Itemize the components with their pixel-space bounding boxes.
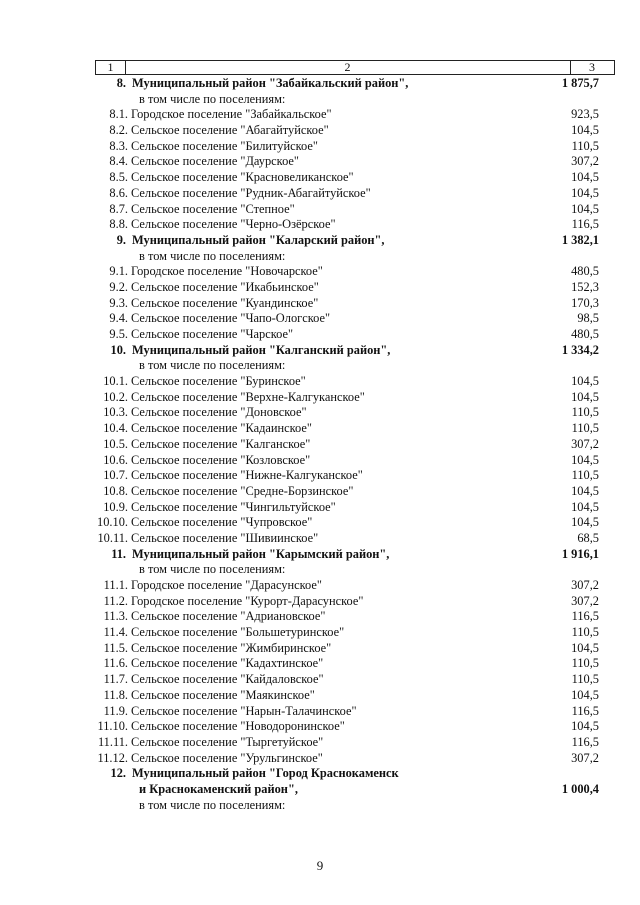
row-name: Сельское поселение "Доновское" — [131, 405, 307, 420]
row-number: 10.10. — [97, 515, 128, 530]
row-name: Сельское поселение "Степное" — [131, 201, 295, 216]
row-name: Сельское поселение "Красновеликанское" — [131, 170, 354, 185]
table-row — [0, 296, 640, 312]
row-number: 12. — [110, 766, 126, 781]
row-name: Сельское поселение "Кадахтинское" — [131, 656, 324, 671]
table-row — [0, 390, 640, 406]
row-value: 307,2 — [571, 593, 599, 608]
table-row — [0, 578, 640, 594]
row-value: 1 875,7 — [561, 76, 599, 90]
table-row — [0, 264, 640, 280]
table-row — [0, 641, 640, 657]
row-name: Сельское поселение "Адриановское" — [131, 609, 326, 624]
row-number: 11. — [111, 546, 126, 561]
row-name: Сельское поселение "Кайдаловское" — [131, 672, 324, 687]
table-row — [0, 280, 640, 296]
table-row — [0, 92, 640, 108]
row-number: 9. — [116, 232, 126, 247]
row-number: 10.11. — [97, 530, 128, 545]
row-number: 11.2. — [103, 593, 128, 608]
header-col-1: 1 — [96, 61, 126, 74]
row-value: 480,5 — [571, 264, 599, 279]
row-name: Сельское поселение "Верхне-Калгуканское" — [131, 389, 365, 404]
table-row — [0, 249, 640, 265]
row-value: 104,5 — [571, 499, 599, 514]
table-row — [0, 468, 640, 484]
header-col-2: 2 — [125, 61, 571, 74]
row-name: Сельское поселение "Нарын-Талачинское" — [131, 703, 357, 718]
table-body — [0, 76, 640, 813]
table-row — [0, 217, 640, 233]
row-value: 307,2 — [571, 750, 599, 765]
row-number: 8. — [116, 76, 126, 90]
table-row — [0, 798, 640, 814]
row-number: 9.3. — [109, 295, 128, 310]
row-number: 11.3. — [103, 609, 128, 624]
row-name: Сельское поселение "Черно-Озёрское" — [131, 217, 336, 232]
table-row — [0, 625, 640, 641]
table-row — [0, 500, 640, 516]
row-number: 9.5. — [109, 327, 128, 341]
row-number: 10. — [110, 342, 126, 357]
row-value: 1 382,1 — [561, 232, 599, 247]
row-name: Сельское поселение "Калганское" — [131, 436, 311, 451]
table-row — [0, 358, 640, 374]
table-row — [0, 202, 640, 218]
row-number: 8.1. — [109, 107, 128, 122]
row-number: 11.12. — [97, 750, 128, 765]
row-value: 307,2 — [571, 436, 599, 451]
row-number: 11.5. — [103, 640, 128, 655]
row-name: Сельское поселение "Буринское" — [131, 374, 306, 389]
row-number: 8.2. — [109, 123, 128, 138]
table-row — [0, 766, 640, 782]
table-row — [0, 719, 640, 735]
row-name: Сельское поселение "Нижне-Калгуканское" — [131, 468, 363, 483]
row-name: Муниципальный район "Город Краснокаменск — [132, 766, 399, 781]
table-row — [0, 782, 640, 798]
table-row — [0, 327, 640, 343]
row-value: 104,5 — [571, 170, 599, 185]
row-name: Сельское поселение "Большетуринское" — [131, 625, 345, 640]
row-number: 11.11. — [97, 734, 128, 749]
header-col-3: 3 — [589, 60, 595, 74]
row-name: Сельское поселение "Жимбиринское" — [131, 640, 332, 655]
table-row — [0, 515, 640, 531]
table-row — [0, 453, 640, 469]
table-row — [0, 656, 640, 672]
row-number: 11.8. — [103, 687, 128, 702]
row-number: 10.5. — [103, 436, 128, 451]
row-number: 9.2. — [109, 279, 128, 294]
row-name: Сельское поселение "Средне-Борзинское" — [131, 483, 354, 498]
table-row — [0, 421, 640, 437]
row-name: Муниципальный район "Каларский район", — [132, 232, 385, 247]
row-name: Сельское поселение "Урульгинское" — [131, 750, 323, 765]
table-row — [0, 186, 640, 202]
row-number: 10.2. — [103, 389, 128, 404]
table-row — [0, 311, 640, 327]
row-number: 10.4. — [103, 421, 128, 436]
row-value: 110,5 — [571, 672, 599, 687]
row-name: Сельское поселение "Билитуйское" — [131, 138, 318, 153]
row-value: 116,5 — [571, 734, 599, 749]
row-name: Городское поселение "Новочарское" — [131, 264, 323, 279]
row-number: 10.8. — [103, 483, 128, 498]
row-number: 8.6. — [109, 185, 128, 200]
row-value: 104,5 — [571, 374, 599, 389]
row-value: 116,5 — [571, 217, 599, 232]
table-row — [0, 343, 640, 359]
row-value: 116,5 — [571, 609, 599, 624]
row-value: 1 000,4 — [561, 781, 599, 796]
row-number: 11.6. — [103, 656, 128, 671]
row-name: Сельское поселение "Икабьинское" — [131, 279, 319, 294]
table-row — [0, 531, 640, 547]
row-value: 98,5 — [577, 311, 599, 326]
row-number: 8.7. — [109, 201, 128, 216]
row-name: Сельское поселение "Тыргетуйское" — [131, 734, 324, 749]
table-row — [0, 405, 640, 421]
row-value: 1 334,2 — [561, 342, 599, 357]
table-row — [0, 139, 640, 155]
row-value: 110,5 — [571, 468, 599, 483]
row-name: Сельское поселение "Куандинское" — [131, 295, 319, 310]
row-name: в том числе по поселениям: — [139, 91, 286, 106]
row-value: 104,5 — [571, 719, 599, 734]
table-row — [0, 484, 640, 500]
table-header — [95, 60, 615, 75]
row-name: Муниципальный район "Карымский район", — [132, 546, 390, 561]
table-row — [0, 107, 640, 123]
table-row — [0, 688, 640, 704]
row-name: Сельское поселение "Козловское" — [131, 452, 311, 467]
table-row — [0, 76, 640, 92]
row-value: 104,5 — [571, 389, 599, 404]
table-row — [0, 735, 640, 751]
row-number: 11.7. — [103, 672, 128, 687]
row-value: 110,5 — [571, 405, 599, 420]
row-number: 9.1. — [109, 264, 128, 279]
row-number: 10.1. — [103, 374, 128, 389]
table-row — [0, 170, 640, 186]
row-name: Сельское поселение "Маякинское" — [131, 687, 315, 702]
row-number: 8.8. — [109, 217, 128, 232]
table-row — [0, 704, 640, 720]
row-name: Городское поселение "Дарасунское" — [131, 578, 322, 592]
table-row — [0, 562, 640, 578]
row-value: 307,2 — [571, 578, 599, 592]
row-value: 480,5 — [571, 327, 599, 341]
table-row — [0, 672, 640, 688]
row-name: Сельское поселение "Кадаинское" — [131, 421, 312, 436]
row-number: 11.1. — [103, 578, 128, 592]
row-name: Сельское поселение "Новодоронинское" — [131, 719, 345, 734]
table-row — [0, 594, 640, 610]
table-row — [0, 233, 640, 249]
row-name: Сельское поселение "Чупровское" — [131, 515, 313, 530]
row-value: 104,5 — [571, 687, 599, 702]
row-value: 68,5 — [577, 530, 599, 545]
row-value: 1 916,1 — [561, 546, 599, 561]
row-name: Сельское поселение "Шивиинское" — [131, 530, 319, 545]
table-row — [0, 437, 640, 453]
row-value: 152,3 — [571, 279, 599, 294]
row-number: 8.5. — [109, 170, 128, 185]
row-number: 11.9. — [103, 703, 128, 718]
row-value: 110,5 — [571, 625, 599, 640]
row-name: Сельское поселение "Чапо-Ологское" — [131, 311, 331, 326]
row-number: 8.4. — [109, 154, 128, 169]
row-value: 104,5 — [571, 452, 599, 467]
table-row — [0, 751, 640, 767]
row-number: 9.4. — [109, 311, 128, 326]
row-name: Муниципальный район "Забайкальский район", — [132, 76, 409, 90]
row-value: 104,5 — [571, 201, 599, 216]
row-value: 110,5 — [571, 656, 599, 671]
row-name: в том числе по поселениям: — [139, 562, 286, 577]
row-name: в том числе по поселениям: — [139, 797, 286, 812]
row-value: 110,5 — [571, 421, 599, 436]
row-number: 10.3. — [103, 405, 128, 420]
row-value: 307,2 — [571, 154, 599, 169]
row-name: и Краснокаменский район", — [139, 781, 298, 796]
row-number: 11.4. — [103, 625, 128, 640]
row-number: 11.10. — [97, 719, 128, 734]
row-number: 10.6. — [103, 452, 128, 467]
row-value: 104,5 — [571, 123, 599, 138]
row-number: 8.3. — [109, 138, 128, 153]
page-number: 9 — [316, 858, 324, 873]
row-number: 10.9. — [103, 499, 128, 514]
row-value: 104,5 — [571, 483, 599, 498]
row-value: 104,5 — [571, 185, 599, 200]
row-name: в том числе по поселениям: — [139, 248, 286, 263]
table-row — [0, 123, 640, 139]
row-name: Сельское поселение "Чарское" — [131, 327, 294, 341]
row-value: 110,5 — [571, 138, 599, 153]
row-value: 170,3 — [571, 295, 599, 310]
table-row — [0, 374, 640, 390]
row-name: в том числе по поселениям: — [139, 358, 286, 373]
row-value: 104,5 — [571, 640, 599, 655]
table-row — [0, 547, 640, 563]
row-name: Сельское поселение "Рудник-Абагайтуйское" — [131, 185, 371, 200]
row-name: Сельское поселение "Абагайтуйское" — [131, 123, 329, 138]
row-name: Городское поселение "Курорт-Дарасунское" — [131, 593, 364, 608]
row-name: Городское поселение "Забайкальское" — [131, 107, 332, 122]
table-row — [0, 154, 640, 170]
row-name: Муниципальный район "Калганский район", — [132, 342, 391, 357]
row-name: Сельское поселение "Даурское" — [131, 154, 299, 169]
row-value: 923,5 — [571, 107, 599, 122]
row-number: 10.7. — [103, 468, 128, 483]
table-row — [0, 609, 640, 625]
row-name: Сельское поселение "Чингильтуйское" — [131, 499, 336, 514]
row-value: 104,5 — [571, 515, 599, 530]
row-value: 116,5 — [571, 703, 599, 718]
